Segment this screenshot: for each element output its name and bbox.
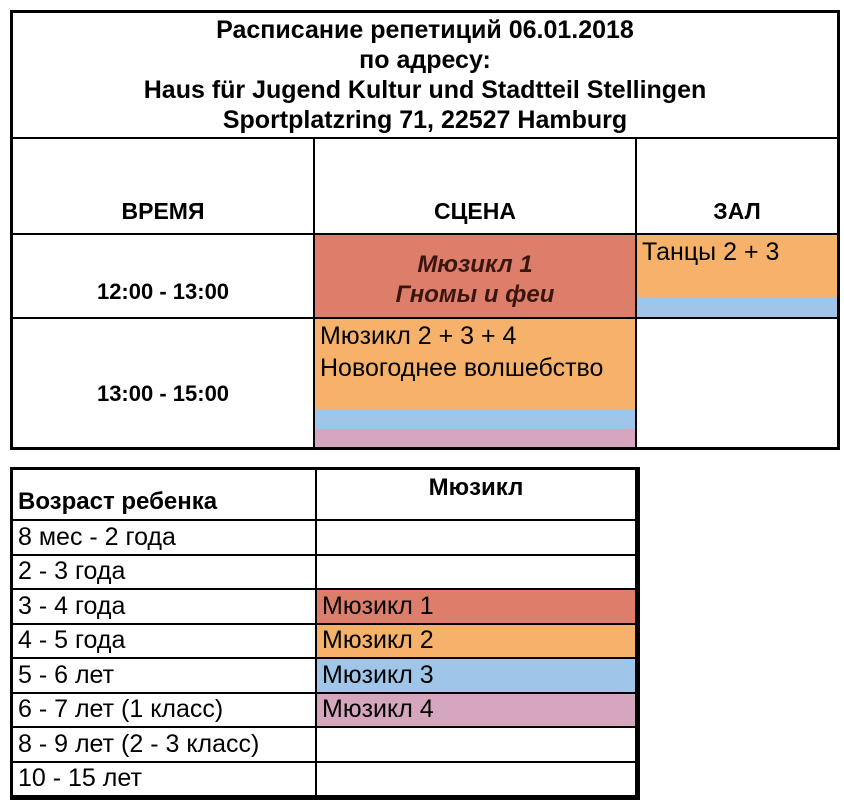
musical-cell-row2 — [317, 556, 637, 591]
musical-cell-row3: Мюзикл 1 — [317, 590, 637, 625]
stage234-line1: Мюзикл 2 + 3 + 4 — [320, 322, 517, 350]
age-cell-row5: 5 - 6 лет — [13, 659, 317, 694]
title-line-street: Sportplatzring 71, 22527 Hamburg — [222, 106, 628, 134]
age-group-table — [10, 467, 640, 800]
stage234-pink-stripe — [315, 429, 635, 447]
time-cell-row2: 13:00 - 15:00 — [13, 319, 315, 447]
age-cell-row2: 2 - 3 года — [13, 556, 317, 591]
hall-cell-dances — [637, 235, 837, 319]
stage-cell-musical234 — [315, 319, 637, 447]
col-header-hall: ЗАЛ — [637, 139, 837, 235]
stage234-line2: Новогоднее волшебство — [320, 354, 604, 382]
age-cell-row4: 4 - 5 года — [13, 625, 317, 660]
stage1-line2: Гномы и феи — [395, 281, 555, 308]
stage1-line1: Мюзикл 1 — [417, 251, 533, 278]
col-header-stage: СЦЕНА — [315, 139, 637, 235]
age-table-header-musical: Мюзикл — [317, 470, 637, 521]
age-table-header-age: Возраст ребенка — [13, 470, 317, 521]
musical-cell-row1 — [317, 521, 637, 556]
col-header-time: ВРЕМЯ — [13, 139, 315, 235]
musical-cell-row4: Мюзикл 2 — [317, 625, 637, 660]
stage234-blue-stripe — [315, 409, 635, 429]
time-cell-row1: 12:00 - 13:00 — [13, 235, 315, 319]
age-cell-row3: 3 - 4 года — [13, 590, 317, 625]
musical-cell-row8 — [317, 763, 637, 798]
hall-dances-label: Танцы 2 + 3 — [642, 238, 780, 266]
musical-cell-row5: Мюзикл 3 — [317, 659, 637, 694]
hall-dances-area — [637, 235, 837, 297]
schedule-title — [13, 13, 837, 139]
title-line-venue: Haus für Jugend Kultur und Stadtteil Stellingen — [143, 76, 707, 104]
stage234-area — [315, 319, 635, 409]
hall-blue-stripe — [637, 297, 837, 317]
stage-cell-musical1 — [315, 235, 637, 319]
rehearsal-schedule-table — [10, 10, 840, 450]
hall-cell-empty — [637, 319, 837, 447]
age-cell-row8: 10 - 15 лет — [13, 763, 317, 798]
age-cell-row7: 8 - 9 лет (2 - 3 класс) — [13, 728, 317, 763]
age-cell-row1: 8 мес - 2 года — [13, 521, 317, 556]
age-cell-row6: 6 - 7 лет (1 класс) — [13, 694, 317, 729]
musical-cell-row7 — [317, 728, 637, 763]
title-line-address-label: по адресу: — [359, 46, 491, 74]
musical-cell-row6: Мюзикл 4 — [317, 694, 637, 729]
title-line-date: Расписание репетиций 06.01.2018 — [216, 16, 634, 44]
